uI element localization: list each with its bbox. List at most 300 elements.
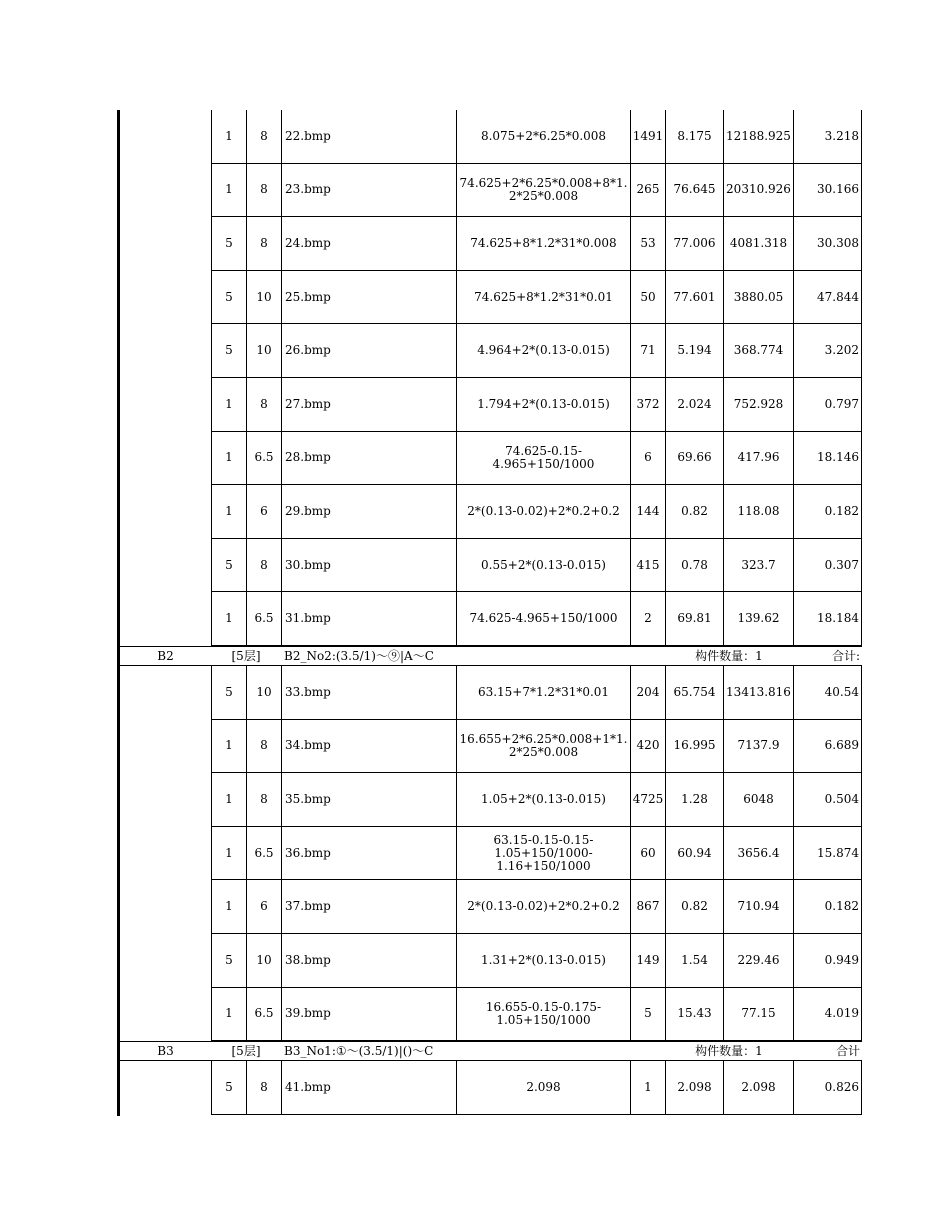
- cell-total: [723, 988, 793, 1042]
- cell-formula: [456, 880, 630, 934]
- cell-file-text: 34.bmp: [285, 738, 331, 753]
- cell-len: [665, 592, 723, 646]
- cell-n: [630, 592, 665, 646]
- cell-a: [211, 1061, 246, 1115]
- cell-file-text: 29.bmp: [285, 503, 331, 518]
- formula-line: 16.655+2*6.25*0.008+1*1.: [459, 731, 628, 746]
- cell-len: [665, 110, 723, 164]
- cell-formula: [456, 666, 630, 720]
- formula-line: 1.794+2*(0.13-0.015): [477, 396, 610, 411]
- cell-len-text: 2.024: [677, 396, 712, 411]
- cell-len: [665, 827, 723, 881]
- cell-file-text: 25.bmp: [285, 289, 331, 304]
- cell-total: [723, 164, 793, 218]
- cell-len-text: 76.645: [673, 182, 716, 197]
- cell-a: [211, 934, 246, 988]
- cell-n-text: 1: [644, 1079, 652, 1094]
- member-location-text: B3_No1:①～(3.5/1)|()～C: [284, 1043, 434, 1058]
- cell-b-text: 8: [260, 235, 268, 250]
- cell-a-text: 5: [225, 557, 233, 572]
- cell-file: [281, 1061, 456, 1115]
- member-floor: [211, 1041, 281, 1061]
- cell-a: [211, 432, 246, 486]
- cell-w-text: 30.308: [817, 235, 859, 250]
- cell-file: [281, 324, 456, 378]
- formula-line: 2*25*0.008: [508, 744, 579, 759]
- cell-len: [665, 378, 723, 432]
- cell-w: [793, 988, 862, 1042]
- cell-file-text: 28.bmp: [285, 450, 331, 465]
- formula-line: 0.55+2*(0.13-0.015): [481, 557, 606, 572]
- cell-file: [281, 592, 456, 646]
- member-location-text: B2_No2:(3.5/1)～⑨|A～C: [284, 648, 434, 663]
- cell-b: [246, 880, 281, 934]
- cell-a: [211, 324, 246, 378]
- formula-line: 1.16+150/1000: [496, 858, 591, 873]
- cell-w-text: 30.166: [817, 182, 859, 197]
- cell-w: [793, 880, 862, 934]
- cell-file-text: 24.bmp: [285, 235, 331, 250]
- cell-file-text: 35.bmp: [285, 791, 331, 806]
- cell-n: [630, 432, 665, 486]
- cell-total-text: 13413.816: [726, 684, 791, 699]
- cell-b-text: 8: [260, 557, 268, 572]
- cell-b-text: 8: [260, 791, 268, 806]
- cell-total: [723, 485, 793, 539]
- cell-total: [723, 720, 793, 774]
- cell-a-text: 5: [225, 1079, 233, 1094]
- cell-n: [630, 271, 665, 325]
- member-header-row: [0, 1041, 950, 1061]
- cell-w-text: 40.54: [824, 684, 859, 699]
- cell-w: [793, 378, 862, 432]
- member-floor-text: [5层]: [231, 648, 261, 663]
- cell-b: [246, 271, 281, 325]
- cell-n: [630, 485, 665, 539]
- formula-text: [481, 954, 606, 967]
- cell-len: [665, 773, 723, 827]
- formula-text: [486, 1001, 601, 1027]
- cell-len: [665, 485, 723, 539]
- cell-n-text: 265: [636, 182, 660, 197]
- member-count: [665, 646, 793, 666]
- cell-n-text: 144: [636, 503, 660, 518]
- cell-len: [665, 720, 723, 774]
- cell-len-text: 77.601: [673, 289, 716, 304]
- cell-len-text: 8.175: [677, 128, 712, 143]
- cell-n-text: 53: [640, 235, 656, 250]
- cell-total: [723, 324, 793, 378]
- cell-total-text: 4081.318: [729, 235, 788, 250]
- cell-w: [793, 592, 862, 646]
- cell-formula: [456, 378, 630, 432]
- table-row: [0, 110, 950, 164]
- formula-line: 4.964+2*(0.13-0.015): [477, 343, 610, 358]
- cell-w: [793, 432, 862, 486]
- formula-line: 2*25*0.008: [508, 188, 579, 203]
- cell-b: [246, 485, 281, 539]
- table-row: [0, 827, 950, 881]
- formula-line: 2*(0.13-0.02)+2*0.2+0.2: [467, 503, 620, 518]
- cell-total-text: 323.7: [741, 557, 776, 572]
- cell-w-text: 18.184: [817, 611, 859, 626]
- formula-line: 1.05+2*(0.13-0.015): [481, 791, 606, 806]
- member-id: [120, 1041, 211, 1061]
- cell-w: [793, 720, 862, 774]
- cell-file-text: 26.bmp: [285, 343, 331, 358]
- cell-b: [246, 988, 281, 1042]
- formula-line: 63.15-0.15-0.15-: [493, 832, 594, 847]
- cell-n: [630, 539, 665, 593]
- cell-b: [246, 773, 281, 827]
- cell-formula: [456, 934, 630, 988]
- cell-total-text: 710.94: [737, 899, 780, 914]
- cell-total-text: 2.098: [741, 1079, 776, 1094]
- cell-file-text: 39.bmp: [285, 1006, 331, 1021]
- cell-b-text: 6.5: [254, 611, 274, 626]
- table-row: [0, 934, 950, 988]
- cell-b-text: 6.5: [254, 450, 274, 465]
- cell-w-text: 0.949: [824, 952, 859, 967]
- cell-n-text: 204: [636, 684, 660, 699]
- cell-file-text: 22.bmp: [285, 128, 331, 143]
- cell-b: [246, 720, 281, 774]
- cell-a-text: 5: [225, 684, 233, 699]
- cell-n-text: 1491: [632, 128, 664, 143]
- cell-w-text: 3.202: [824, 343, 859, 358]
- cell-a-text: 1: [225, 1006, 233, 1021]
- cell-n: [630, 164, 665, 218]
- cell-a-text: 1: [225, 396, 233, 411]
- cell-len: [665, 432, 723, 486]
- formula-line: 1.05+150/1000: [496, 1012, 591, 1027]
- cell-a: [211, 110, 246, 164]
- cell-b-text: 8: [260, 1079, 268, 1094]
- cell-w-text: 0.797: [824, 396, 859, 411]
- cell-b: [246, 217, 281, 271]
- cell-file-text: 31.bmp: [285, 611, 331, 626]
- cell-formula: [456, 271, 630, 325]
- cell-a-text: 5: [225, 343, 233, 358]
- cell-b-text: 8: [260, 128, 268, 143]
- cell-a: [211, 666, 246, 720]
- cell-file: [281, 217, 456, 271]
- cell-total-text: 417.96: [737, 450, 780, 465]
- formula-text: [470, 237, 616, 250]
- cell-len-text: 60.94: [677, 845, 712, 860]
- cell-a-text: 1: [225, 182, 233, 197]
- cell-len-text: 5.194: [677, 343, 712, 358]
- cell-len-text: 69.66: [677, 450, 712, 465]
- cell-b-text: 8: [260, 738, 268, 753]
- cell-file-text: 27.bmp: [285, 396, 331, 411]
- cell-file: [281, 666, 456, 720]
- member-id: [120, 646, 211, 666]
- cell-file-text: 23.bmp: [285, 182, 331, 197]
- cell-file: [281, 271, 456, 325]
- formula-text: [481, 559, 606, 572]
- cell-a: [211, 485, 246, 539]
- cell-w: [793, 485, 862, 539]
- cell-len-text: 16.995: [673, 738, 716, 753]
- table-row: [0, 432, 950, 486]
- cell-file-text: 36.bmp: [285, 845, 331, 860]
- member-count: [665, 1041, 793, 1061]
- cell-n-text: 372: [636, 396, 660, 411]
- cell-b-text: 8: [260, 396, 268, 411]
- formula-text: [474, 291, 613, 304]
- cell-w-text: 6.689: [824, 738, 859, 753]
- cell-total-text: 229.46: [737, 952, 780, 967]
- cell-a-text: 1: [225, 450, 233, 465]
- formula-line: 1.05+150/1000-: [494, 845, 593, 860]
- cell-formula: [456, 110, 630, 164]
- cell-file: [281, 164, 456, 218]
- cell-n: [630, 988, 665, 1042]
- cell-b-text: 6.5: [254, 1006, 274, 1021]
- cell-len-text: 2.098: [677, 1079, 712, 1094]
- member-floor: [211, 646, 281, 666]
- cell-total: [723, 592, 793, 646]
- cell-a-text: 1: [225, 845, 233, 860]
- cell-total-text: 7137.9: [737, 738, 780, 753]
- cell-len-text: 0.82: [681, 503, 708, 518]
- cell-w: [793, 324, 862, 378]
- cell-a-text: 5: [225, 952, 233, 967]
- cell-len: [665, 164, 723, 218]
- cell-n-text: 60: [640, 845, 656, 860]
- cell-w-text: 0.182: [824, 899, 859, 914]
- cell-file: [281, 773, 456, 827]
- cell-a: [211, 217, 246, 271]
- cell-w-text: 47.844: [817, 289, 859, 304]
- formula-line: 4.965+150/1000: [492, 456, 595, 471]
- cell-total: [723, 934, 793, 988]
- formula-line: 74.625+8*1.2*31*0.01: [474, 289, 613, 304]
- formula-line: 74.625-0.15-: [505, 443, 582, 458]
- cell-b-text: 10: [256, 952, 272, 967]
- table-row: [0, 1061, 950, 1115]
- cell-total: [723, 1061, 793, 1115]
- cell-w: [793, 271, 862, 325]
- table-row: [0, 271, 950, 325]
- cell-n-text: 50: [640, 289, 656, 304]
- cell-total: [723, 110, 793, 164]
- cell-len: [665, 988, 723, 1042]
- cell-w: [793, 773, 862, 827]
- cell-a: [211, 271, 246, 325]
- cell-b: [246, 827, 281, 881]
- cell-total: [723, 773, 793, 827]
- cell-total: [723, 539, 793, 593]
- cell-b-text: 10: [256, 343, 272, 358]
- cell-b-text: 8: [260, 182, 268, 197]
- formula-line: 63.15+7*1.2*31*0.01: [477, 684, 610, 699]
- table-row: [0, 378, 950, 432]
- cell-n-text: 415: [636, 557, 660, 572]
- cell-b: [246, 1061, 281, 1115]
- cell-total: [723, 666, 793, 720]
- cell-total: [723, 880, 793, 934]
- cell-b: [246, 164, 281, 218]
- cell-file: [281, 720, 456, 774]
- cell-b-text: 6: [260, 503, 268, 518]
- cell-w-text: 3.218: [824, 128, 859, 143]
- table-row: [0, 592, 950, 646]
- cell-n: [630, 773, 665, 827]
- cell-file: [281, 432, 456, 486]
- cell-n-text: 867: [636, 899, 660, 914]
- cell-w-text: 0.307: [824, 557, 859, 572]
- cell-formula: [456, 827, 630, 881]
- member-sum-label: [793, 646, 862, 666]
- cell-formula: [456, 1061, 630, 1115]
- cell-n-text: 4725: [632, 791, 664, 806]
- cell-n: [630, 827, 665, 881]
- cell-w: [793, 539, 862, 593]
- cell-a: [211, 378, 246, 432]
- cell-total: [723, 271, 793, 325]
- cell-a: [211, 988, 246, 1042]
- cell-b: [246, 378, 281, 432]
- cell-n: [630, 110, 665, 164]
- member-location: [281, 1041, 665, 1061]
- cell-a-text: 1: [225, 611, 233, 626]
- cell-total-text: 3656.4: [737, 845, 780, 860]
- cell-total: [723, 217, 793, 271]
- cell-a: [211, 539, 246, 593]
- cell-len-text: 69.81: [677, 611, 712, 626]
- cell-a: [211, 720, 246, 774]
- cell-b: [246, 934, 281, 988]
- cell-n: [630, 720, 665, 774]
- cell-len: [665, 1061, 723, 1115]
- cell-formula: [456, 164, 630, 218]
- cell-a: [211, 827, 246, 881]
- member-count-text: 构件数量：1: [695, 1043, 763, 1058]
- cell-w-text: 0.182: [824, 503, 859, 518]
- cell-n-text: 420: [636, 738, 660, 753]
- cell-file-text: 33.bmp: [285, 684, 331, 699]
- cell-b: [246, 592, 281, 646]
- table-row: [0, 164, 950, 218]
- cell-b: [246, 110, 281, 164]
- cell-total-text: 752.928: [733, 396, 784, 411]
- formula-text: [526, 1081, 560, 1094]
- cell-len: [665, 217, 723, 271]
- formula-line: 74.625-4.965+150/1000: [469, 611, 618, 626]
- formula-line: 2.098: [526, 1079, 561, 1094]
- formula-text: [493, 445, 595, 471]
- formula-text: [470, 612, 618, 625]
- member-id-text: B2: [157, 648, 174, 663]
- cell-a-text: 5: [225, 235, 233, 250]
- formula-text: [481, 793, 606, 806]
- cell-file: [281, 827, 456, 881]
- cell-w: [793, 827, 862, 881]
- cell-w-text: 0.504: [824, 791, 859, 806]
- member-sum-label-text: 合计:: [831, 648, 860, 663]
- member-sum-label: [793, 1041, 862, 1061]
- cell-total-text: 20310.926: [726, 182, 791, 197]
- cell-a: [211, 773, 246, 827]
- cell-len-text: 1.28: [681, 791, 708, 806]
- cell-formula: [456, 217, 630, 271]
- cell-formula: [456, 773, 630, 827]
- cell-len-text: 0.78: [681, 557, 708, 572]
- cell-w-text: 15.874: [817, 845, 859, 860]
- cell-formula: [456, 592, 630, 646]
- cell-file: [281, 539, 456, 593]
- cell-len-text: 15.43: [677, 1006, 712, 1021]
- member-sum-label-text: 合计: [835, 1043, 860, 1058]
- cell-a: [211, 592, 246, 646]
- formula-text: [460, 177, 628, 203]
- cell-a-text: 1: [225, 791, 233, 806]
- cell-file-text: 38.bmp: [285, 952, 331, 967]
- cell-w: [793, 217, 862, 271]
- formula-line: 1.31+2*(0.13-0.015): [481, 952, 606, 967]
- cell-file-text: 37.bmp: [285, 899, 331, 914]
- formula-line: 74.625+2*6.25*0.008+8*1.: [459, 175, 628, 190]
- table-row: [0, 773, 950, 827]
- formula-line: 16.655-0.15-0.175-: [485, 999, 602, 1014]
- cell-b-text: 10: [256, 289, 272, 304]
- cell-len: [665, 666, 723, 720]
- cell-formula: [456, 720, 630, 774]
- member-location: [281, 646, 665, 666]
- cell-formula: [456, 485, 630, 539]
- cell-b: [246, 539, 281, 593]
- cell-n-text: 5: [644, 1006, 652, 1021]
- formula-text: [494, 834, 594, 873]
- cell-a: [211, 164, 246, 218]
- member-header-row: [0, 646, 950, 666]
- cell-formula: [456, 988, 630, 1042]
- cell-len-text: 65.754: [673, 684, 716, 699]
- cell-total: [723, 378, 793, 432]
- cell-total-text: 139.62: [737, 611, 780, 626]
- cell-formula: [456, 324, 630, 378]
- cell-a-text: 1: [225, 503, 233, 518]
- cell-n-text: 71: [640, 343, 656, 358]
- formula-text: [467, 505, 619, 518]
- cell-total-text: 6048: [743, 791, 774, 806]
- cell-file: [281, 880, 456, 934]
- cell-w: [793, 110, 862, 164]
- cell-len-text: 77.006: [673, 235, 716, 250]
- cell-b: [246, 324, 281, 378]
- cell-a: [211, 880, 246, 934]
- cell-total-text: 12188.925: [726, 128, 791, 143]
- table-row: [0, 666, 950, 720]
- cell-formula: [456, 539, 630, 593]
- cell-w: [793, 666, 862, 720]
- formula-line: 74.625+8*1.2*31*0.008: [470, 235, 617, 250]
- cell-len: [665, 539, 723, 593]
- cell-file: [281, 378, 456, 432]
- cell-n-text: 6: [644, 450, 652, 465]
- cell-w: [793, 1061, 862, 1115]
- cell-n: [630, 1061, 665, 1115]
- formula-text: [481, 130, 606, 143]
- cell-b: [246, 432, 281, 486]
- cell-total-text: 77.15: [741, 1006, 776, 1021]
- cell-file: [281, 110, 456, 164]
- cell-n: [630, 217, 665, 271]
- cell-n: [630, 934, 665, 988]
- cell-total-text: 3880.05: [733, 289, 784, 304]
